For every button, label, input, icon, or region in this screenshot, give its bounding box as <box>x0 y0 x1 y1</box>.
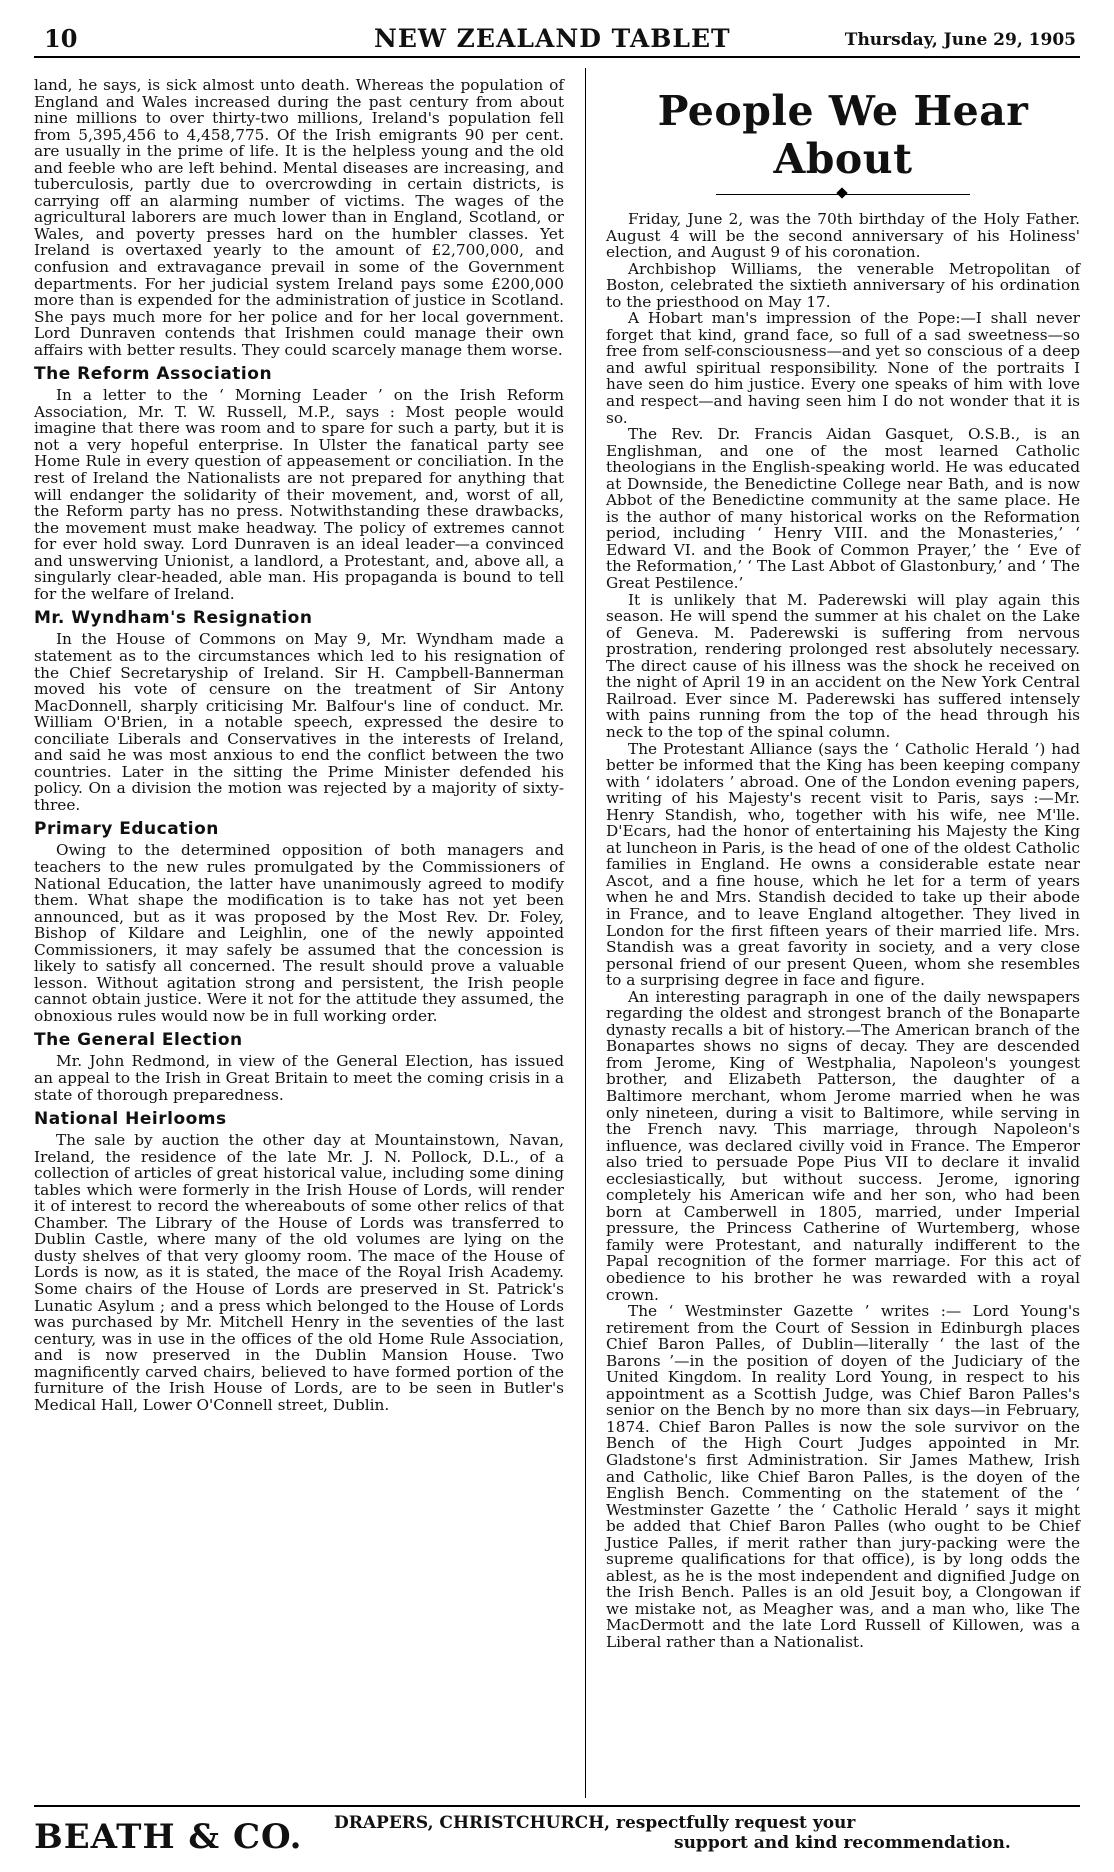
advertiser-brand: BEATH & CO. <box>34 1817 303 1857</box>
reform-paragraph: In a letter to the ‘ Morning Leader ’ on the Irish Reform Association, Mr. T. W. Russell, M.P., says : Most people would imagine that there was room and to spare for such a party, but it is not a very hopeful enterprise. In Ulster the fanatical party see Home Rule in every question of appeasement or conciliation. In the rest of Ireland the Nationalists are not prepared for anything that will endanger the solidarity of their movement, and, worst of all, the Reform party has no press. Notwithstanding these drawbacks, the movement must make headway. The policy of extremes cannot for ever hold sway. Lord Dunraven is an ideal leader—a convinced and unswerving Unionist, a landlord, a Protestant, and, above all, a singularly clear-headed, able man. His propaganda is bound to tell for the welfare of Ireland. <box>34 386 564 603</box>
advertisement-line-1: DRAPERS, CHRISTCHURCH, respectfully request your <box>334 1813 856 1833</box>
advertisement-footer <box>34 1805 1080 1855</box>
wyndham-paragraph: In the House of Commons on May 9, Mr. Wyndham made a statement as to the circumstances which led to his resignation of the Chief Secretaryship of Ireland. Sir H. Campbell-Bannerman moved his vote of censure on the treatment of Sir Antony MacDonnell, sharply criticising Mr. Balfour's line of conduct. Mr. William O'Brien, in a notable speech, expressed the desire to conciliate Liberals and Conservatives in the interests of Ireland, and said he was most anxious to end the conflict between the two countries. Later in the sitting the Prime Minister defended his policy. On a division the motion was rejected by a majority of sixty-three. <box>34 630 564 814</box>
article-paragraph: An interesting paragraph in one of the daily newspapers regarding the oldest and strongest branch of the Bonaparte dynasty recalls a bit of history.—The American branch of the Bonapartes shows no signs of decay. They are descended from Jerome, King of Westphalia, Napoleon's youngest brother, and Elizabeth Patterson, the daughter of a Baltimore merchant, whom Jerome married when he was only nineteen, during a visit to Baltimore, while serving in the French navy. This marriage, through Napoleon's influence, was declared civilly void in France. The Emperor also tried to persuade Pope Pius VII to declare it invalid ecclesiastically, but without success. Jerome, ignoring completely his American wife and her son, who had been born at Camberwell in 1805, married, under Imperial pressure, the Princess Catherine of Wurtemberg, whose family were Protestant, and naturally indifferent to the Papal recognition of the former marriage. For this act of obedience to his brother he was rewarded with a royal crown. <box>606 987 1080 1304</box>
article-paragraph: The ‘ Westminster Gazette ’ writes :— Lord Young's retirement from the Court of Session in Edinburgh places Chief Baron Palles, of Dublin—literally ‘ the last of the Barons ’—in the position of doyen of the Judiciary of the United Kingdom. In reality Lord Young, in respect to his appointment as a Scottish Judge, was Chief Baron Palles's senior on the Bench by no more than six days—in February, 1874. Chief Baron Palles is now the sole survivor on the Bench of the High Court Judges appointed in Mr. Gladstone's first Administration. Sir James Mathew, Irish and Catholic, like Chief Baron Palles, is the doyen of the English Bench. Commenting on the statement of the ‘ Westminster Gazette ’ the ‘ Catholic Herald ’ says it might be added that Chief Baron Palles (who ought to be Chief Justice Palles, if merit rather than jury-packing were the supreme qualifications for that office), is by long odds the ablest, as he is the most independent and dignified Judge on the Irish Bench. Palles is an old Jesuit boy, a Clongowan if we mistake not, as Meagher was, and a man who, like The MacDermott and the late Lord Russell of Killowen, was a Liberal rather than a Nationalist. <box>606 1302 1080 1652</box>
page-number: 10 <box>44 24 78 53</box>
left-column <box>34 77 564 1413</box>
issue-date: Thursday, June 29, 1905 <box>844 30 1076 50</box>
article-paragraph: The Protestant Alliance (says the ‘ Catholic Herald ’) had better be informed that the King has been keeping company with ‘ idolaters ’ abroad. One of the London evening papers, writing of his Majesty's recent visit to Paris, says :—Mr. Henry Standish, who, together with his wife, nee M'lle. D'Ecars, had the honor of entertaining his Majesty the King at luncheon in Paris, is the head of one of the oldest Catholic families in England. He owns a considerable estate near Ascot, and a fine house, which he let for a term of years when he and Mrs. Standish decided to take up their abode in France, and to leave England altogether. They lived in London for the first fifteen years of their married life. Mrs. Standish was a great favority in society, and a very close personal friend of our present Queen, whom she resembles to a surprising degree in face and figure. <box>606 739 1080 990</box>
masthead <box>34 22 1080 58</box>
heading-reform-association: The Reform Association <box>34 364 273 385</box>
primary-paragraph: Owing to the determined opposition of both managers and teachers to the new rules promulgated by the Commissioners of National Education, the latter have unanimously agreed to modify them. What shape the modification is to take has not yet been announced, but as it was proposed by the Most Rev. Dr. Foley, Bishop of Kildare and Leighlin, one of the newly appointed Commissioners, it may safely be assumed that the concession is likely to satisfy all concerned. The result should prove a valuable lesson. Without agitation strong and persistent, the Irish people cannot obtain justice. Were it not for the attitude they assumed, the obnoxious rules would now be in full working order. <box>34 841 564 1025</box>
article-paragraph: Friday, June 2, was the 70th birthday of the Holy Father. August 4 will be the second anniversary of his Holiness' election, and August 9 of his coronation. <box>606 210 1080 262</box>
article-paragraph: It is unlikely that M. Paderewski will play again this season. He will spend the summer at his chalet on the Lake of Geneva. M. Paderewski is suffering from nervous prostration, rendering prolonged rest absolutely necessary. The direct cause of his illness was the shock he received on the night of April 19 in an accident on the New York Central Railroad. Ever since M. Paderewski has suffered intensely with pains running from the top of the head through his neck to the top of the spinal column. <box>606 590 1080 741</box>
heirlooms-paragraph: The sale by auction the other day at Mountainstown, Navan, Ireland, the residence of the late Mr. J. N. Pollock, D.L., of a collection of articles of great historical value, including some dining tables which were formerly in the Irish House of Lords, will render it of interest to record the whereabouts of some other relics of that Chamber. The Library of the House of Lords was transferred to Dublin Castle, where many of the old volumes are lying on the dusty shelves of that very gloomy room. The mace of the House of Lords is now, as it is stated, the mace of the Royal Irish Academy. Some chairs of the House of Lords are preserved in St. Patrick's Lunatic Asylum ; and a press which belonged to the House of Lords was purchased by Mr. Mitchell Henry in the seventies of the last century, was in use in the offices of the old Home Rule Association, and is now preserved in the Dublin Mansion House. Two magnificently carved chairs, believed to have formed portion of the furniture of the Irish House of Lords, are to be seen in Butler's Medical Hall, Lower O'Connell street, Dublin. <box>34 1131 564 1414</box>
right-column <box>606 77 1080 1651</box>
diamond-icon <box>836 187 847 198</box>
column-divider <box>585 68 586 1798</box>
heading-general-election: The General Election <box>34 1030 243 1051</box>
title-ornament-rule <box>606 187 1080 201</box>
newspaper-title: NEW ZEALAND TABLET <box>374 24 731 53</box>
newspaper-page <box>34 22 1080 1857</box>
election-paragraph: Mr. John Redmond, in view of the General Election, has issued an appeal to the Irish in Great Britain to meet the coming crisis in a state of thorough preparedness. <box>34 1052 564 1104</box>
article-paragraph: Archbishop Williams, the venerable Metropolitan of Boston, celebrated the sixtieth anniversary of his ordination to the priesthood on May 17. <box>606 259 1080 311</box>
heading-national-heirlooms: National Heirlooms <box>34 1109 227 1130</box>
section-title: People We Hear About <box>657 87 1029 183</box>
article-paragraph: The Rev. Dr. Francis Aidan Gasquet, O.S.B., is an Englishman, and one of the most learned Catholic theologians in the English-speaking world. He was educated at Downside, the Benedictine College near Bath, and is now Abbot of the Benedictine community at the same place. He is the author of many historical works on the Reformation period, including ‘ Henry VIII. and the Monasteries,’ ‘ Edward VI. and the Book of Common Prayer,’ the ‘ Eve of the Reformation,’ ‘ The Last Abbot of Glastonbury,’ and ‘ The Great Pestilence.’ <box>606 425 1080 593</box>
intro-paragraph: land, he says, is sick almost unto death. Whereas the population of England and Wales increased during the past century from about nine millions to over thirty-two millions, Ireland's population fell from 5,395,456 to 4,458,775. Of the Irish emigrants 90 per cent. are usually in the prime of life. It is the helpless young and the old and feeble who are left behind. Mental diseases are increasing, and tuberculosis, partly due to overcrowding in certain districts, is carrying off an alarming number of victims. The wages of the agricultural laborers are much lower than in England, Scotland, or Wales, and poverty presses hard on the humbler classes. Yet Ireland is overtaxed yearly to the amount of £2,700,000, and confusion and extravagance prevail in some of the Government departments. For her judicial system Ireland pays some £200,000 more than is expended for the administration of justice in Scotland. She pays much more for her police and for her local government. Lord Dunraven contends that Irishmen could manage their own affairs with better results. They could scarcely manage them worse. <box>34 76 564 359</box>
article-paragraph: A Hobart man's impression of the Pope:—I shall never forget that kind, grand face, so full of a sad sweetness—so free from self-consciousness—and yet so conscious of a deep and awful spiritual responsibility. None of the portraits I have seen do him justice. Every one speaks of him with love and respect—and having seen him I do not wonder that it is so. <box>606 309 1080 427</box>
heading-primary-education: Primary Education <box>34 819 219 840</box>
heading-wyndham-resignation: Mr. Wyndham's Resignation <box>34 608 313 629</box>
advertisement-line-2: support and kind recommendation. <box>674 1833 1011 1853</box>
